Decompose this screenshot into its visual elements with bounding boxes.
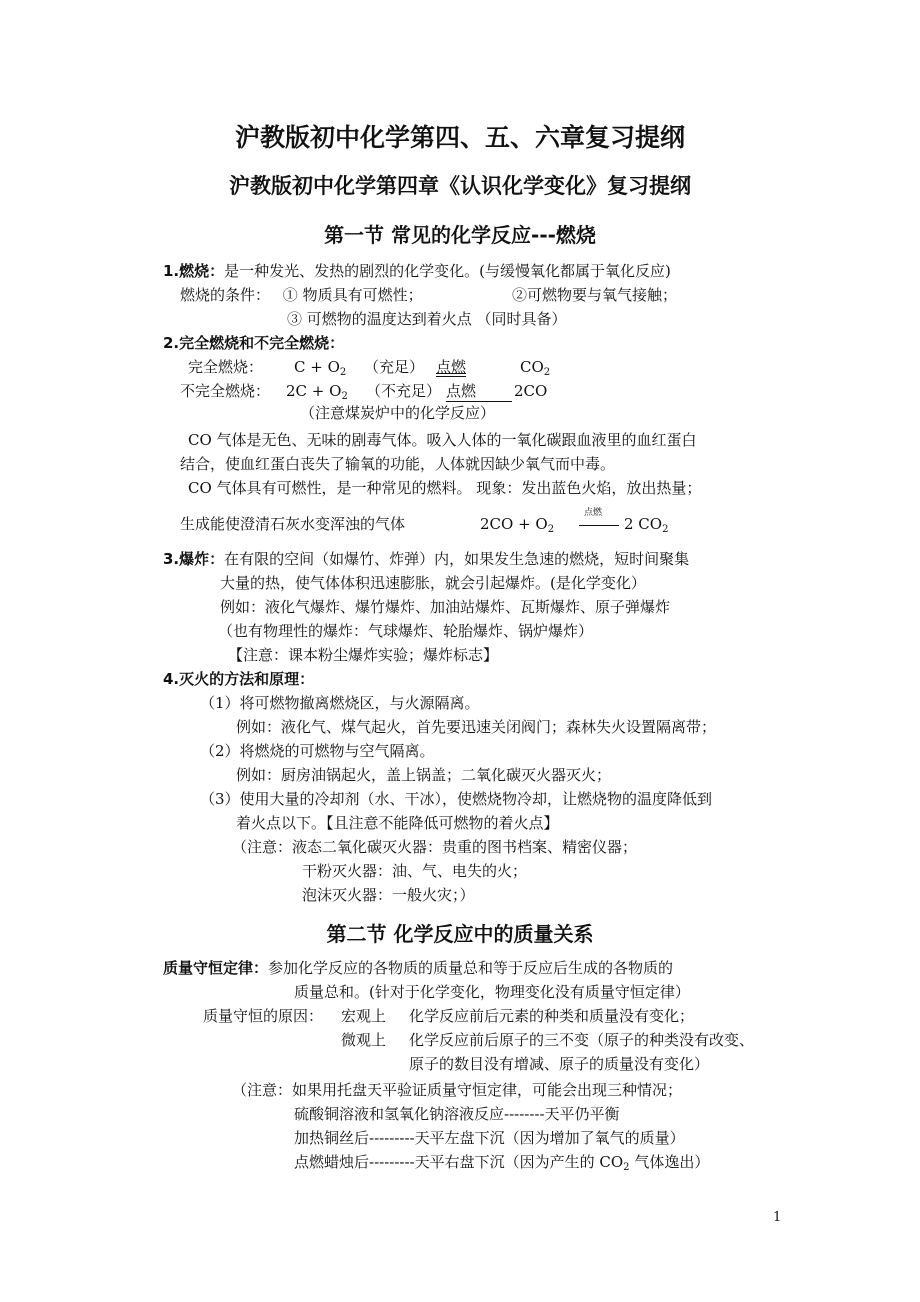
fire-2-example: 例如：厨房油锅起火，盖上锅盖；二氧化碳灭火器灭火； bbox=[236, 766, 612, 784]
fire-1-example: 例如：液化气、煤气起火，首先要迅速关闭阀门；森林失火设置隔离带； bbox=[236, 718, 717, 736]
eq-product: 2 $CO_2$ bbox=[624, 515, 669, 535]
co-line-3: CO 气体具有可燃性，是一种常见的燃料。 现象：发出蓝色火焰，放出热量； bbox=[188, 479, 702, 497]
law-line-1: 参加化学反应的各物质的质量总和等于反应后生成的各物质的 bbox=[268, 959, 674, 977]
burn-paragraph bbox=[163, 261, 671, 281]
incomplete-product: 2CO bbox=[514, 382, 548, 400]
fire-label: 4.灭火的方法和原理： bbox=[163, 670, 315, 688]
chapter-title: 沪教版初中化学第四章《认识化学变化》复习提纲 bbox=[229, 174, 691, 198]
explode-line-5: 【注意：课本粉尘爆炸实验；爆炸标志】 bbox=[228, 646, 499, 664]
cond-1: ① 物质具有可燃性； bbox=[282, 286, 423, 304]
burn-label: 1.燃烧： bbox=[163, 262, 225, 280]
burn-definition: 是一种发光、发热的剧烈的化学变化。(与缓慢氧化都属于氧化反应) bbox=[224, 262, 671, 280]
law-label: 质量守恒定律： bbox=[163, 959, 269, 977]
cond-2: ②可燃物要与氧气接触； bbox=[512, 286, 678, 304]
co-line-2: 结合，使血红蛋白丧失了输氧的功能，人体就因缺少氧气而中毒。 bbox=[180, 455, 616, 473]
complete-product: $CO_2$ bbox=[520, 358, 551, 378]
cond-3: ③ 可燃物的温度达到着火点 （同时具备） bbox=[287, 310, 567, 328]
incomplete-condition: （不充足） bbox=[366, 382, 442, 400]
scale-note-2: 硫酸铜溶液和氢氧化钠溶液反应--------天平仍平衡 bbox=[294, 1105, 620, 1123]
co-line-1: CO 气体是无色、无味的剧毒气体。吸入人体的一氧化碳跟血液里的血红蛋白 bbox=[188, 431, 697, 449]
law-paragraph bbox=[163, 958, 673, 978]
incomplete-text: 不完全燃烧： bbox=[180, 382, 271, 400]
burn-conditions bbox=[180, 285, 678, 305]
main-title: 沪教版初中化学第四、五、六章复习提纲 bbox=[234, 123, 685, 152]
eq-fire: 点燃 bbox=[584, 508, 603, 518]
complete-text: 完全燃烧： bbox=[188, 358, 264, 376]
eq-reactants: $2CO + O_2$ bbox=[480, 515, 555, 535]
micro-text-1: 化学反应前后原子的三不变（原子的种类没有改变、 bbox=[409, 1031, 755, 1049]
fire-2: （2）将燃烧的可燃物与空气隔离。 bbox=[200, 742, 435, 760]
fire-note-1: （注意：液态二氧化碳灭火器：贵重的图书档案、精密仪器； bbox=[232, 838, 638, 856]
law-line-2: 质量总和。(针对于化学变化，物理变化没有质量守恒定律） bbox=[294, 983, 690, 1001]
complete-equation bbox=[188, 357, 551, 378]
incomplete-reactants: $2C + O_2$ bbox=[286, 382, 348, 402]
complete-reactants: $C + O_2$ bbox=[294, 358, 347, 378]
scale-note-4: 点燃蜡烛后---------天平右盘下沉（因为产生的 $CO_2$ 气体逸出） bbox=[294, 1153, 710, 1173]
explode-line-1: 在有限的空间（如爆竹、炸弹）内，如果发生急速的燃烧，短时间聚集 bbox=[224, 550, 690, 568]
fire-1: （1）将可燃物撤离燃烧区，与火源隔离。 bbox=[200, 694, 480, 712]
complete-fire: 点燃 bbox=[436, 358, 467, 376]
scale-note-1: （注意：如果用托盘天平验证质量守恒定律，可能会出现三种情况； bbox=[232, 1081, 683, 1099]
reason-row bbox=[203, 1006, 695, 1026]
fire-note-2: 干粉灭火器：油、气、电失的火； bbox=[302, 862, 528, 880]
reason-label: 质量守恒的原因： bbox=[203, 1007, 324, 1025]
co-combustion-equation bbox=[480, 508, 669, 535]
section2-title: 第二节 化学反应中的质量关系 bbox=[326, 922, 594, 946]
micro-label: 微观上 bbox=[341, 1031, 387, 1049]
explode-label: 3.爆炸： bbox=[163, 550, 225, 568]
section1-title: 第一节 常见的化学反应---燃烧 bbox=[324, 223, 596, 247]
explode-line-2: 大量的热，使气体体积迅速膨胀，就会引起爆炸。(是化学变化） bbox=[220, 574, 646, 592]
macro-label: 宏观上 bbox=[341, 1007, 387, 1025]
incomplete-equation bbox=[180, 381, 548, 402]
co-line-4: 生成能使澄清石灰水变浑浊的气体 bbox=[180, 515, 406, 533]
micro-text-2: 原子的数目没有增减、原子的质量没有变化） bbox=[409, 1055, 710, 1073]
page-number: 1 bbox=[773, 1210, 782, 1225]
incomplete-fire: 点燃 bbox=[446, 381, 512, 402]
fire-3b: 着火点以下。【且注意不能降低可燃物的着火点】 bbox=[236, 814, 559, 832]
fire-note-3: 泡沫灭火器：一般火灾；） bbox=[302, 886, 475, 904]
scale-note-3: 加热铜丝后---------天平左盘下沉（因为增加了氧气的质量） bbox=[294, 1129, 685, 1147]
complete-label: 2.完全燃烧和不完全燃烧： bbox=[163, 334, 345, 352]
coal-note: （注意煤炭炉中的化学反应） bbox=[300, 404, 496, 422]
explode-line-4: （也有物理性的爆炸：气球爆炸、轮胎爆炸、锅炉爆炸） bbox=[218, 622, 594, 640]
micro-row bbox=[341, 1030, 755, 1050]
complete-condition: （充足） bbox=[364, 358, 425, 376]
cond-label: 燃烧的条件： bbox=[180, 286, 271, 304]
explode-paragraph bbox=[163, 549, 689, 569]
explode-line-3: 例如：液化气爆炸、爆竹爆炸、加油站爆炸、瓦斯爆炸、原子弹爆炸 bbox=[220, 598, 671, 616]
macro-text: 化学反应前后元素的种类和质量没有变化； bbox=[409, 1007, 695, 1025]
fire-3: （3）使用大量的冷却剂（水、干冰），使燃烧物冷却，让燃烧物的温度降低到 bbox=[200, 790, 713, 808]
